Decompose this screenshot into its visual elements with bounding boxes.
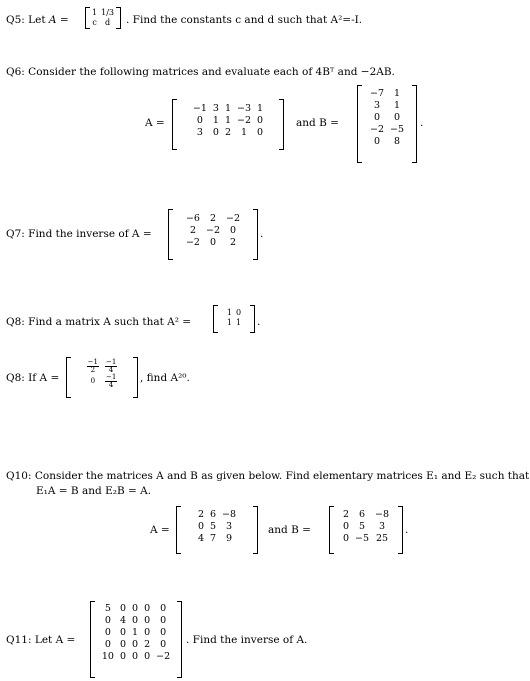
matrix-row bbox=[183, 225, 243, 237]
matrix-cell: 1 bbox=[92, 8, 98, 17]
matrix-row bbox=[225, 318, 243, 328]
matrix-cell: 0 bbox=[342, 533, 349, 544]
matrix-cell: 0 bbox=[229, 225, 237, 236]
matrix-cell: 0 bbox=[342, 521, 349, 532]
matrix-cell: −6 bbox=[185, 213, 200, 224]
matrix-cell: 1 bbox=[132, 627, 139, 638]
matrix-cell: 1 bbox=[393, 88, 401, 99]
matrix-cell: 9 bbox=[226, 533, 233, 544]
matrix-row bbox=[367, 100, 407, 112]
matrix-cell: 6 bbox=[358, 509, 366, 520]
q9-text: Q8: If A = bbox=[6, 372, 60, 384]
q10-matrix-b bbox=[329, 507, 403, 553]
matrix-cell: d bbox=[104, 18, 111, 27]
matrix-row bbox=[190, 103, 266, 115]
matrix-cell: 0 bbox=[104, 639, 111, 650]
matrix-row bbox=[90, 18, 116, 28]
q6-end: . bbox=[420, 117, 424, 129]
matrix-row bbox=[99, 639, 173, 651]
matrix-row bbox=[99, 615, 173, 627]
q5-text: . Find the constants c and d such that A²=-I. bbox=[126, 14, 363, 26]
q6-b-label: and B = bbox=[296, 117, 339, 129]
q11-tail: . Find the inverse of A. bbox=[186, 634, 308, 646]
q7-text: Q7: Find the inverse of A = bbox=[6, 228, 152, 240]
matrix-cell: −5 bbox=[390, 124, 405, 135]
q11-text: Q11: Let A = bbox=[6, 634, 76, 646]
matrix-row bbox=[190, 127, 266, 139]
matrix-cell: 0 bbox=[373, 112, 381, 123]
q10-a-label: A = bbox=[150, 524, 170, 536]
matrix-cell: 0 bbox=[212, 127, 219, 138]
matrix-cell: 3 bbox=[212, 103, 219, 114]
matrix-row bbox=[183, 213, 243, 225]
matrix-cell: 8 bbox=[393, 136, 401, 147]
matrix-cell: 0 bbox=[257, 127, 264, 138]
matrix-cell: 1 bbox=[212, 115, 219, 126]
matrix-cell: −2 bbox=[185, 237, 200, 248]
matrix-cell: 0 bbox=[160, 603, 167, 614]
matrix-cell: 1 bbox=[236, 318, 242, 327]
matrix-cell: 2 bbox=[209, 213, 217, 224]
matrix-row bbox=[195, 509, 239, 521]
matrix-cell: 7 bbox=[209, 533, 217, 544]
q8-end: . bbox=[257, 316, 261, 328]
matrix-cell: −7 bbox=[369, 88, 384, 99]
matrix-cell: 0 bbox=[373, 136, 381, 147]
matrix-cell: 1 bbox=[241, 127, 248, 138]
matrix-cell: 4 bbox=[197, 533, 204, 544]
matrix-cell: −8 bbox=[222, 509, 237, 520]
matrix-cell: 0 bbox=[393, 112, 401, 123]
matrix-cell: −5 bbox=[355, 533, 370, 544]
matrix-row bbox=[367, 136, 407, 148]
matrix-cell: 0 bbox=[209, 237, 217, 248]
q10-line1: Q10: Consider the matrices A and B as given below. Find elementary matrices E₁ and E₂ such that bbox=[6, 470, 530, 482]
matrix-row bbox=[225, 308, 243, 318]
matrix-cell: 1 bbox=[224, 103, 232, 114]
matrix-cell: −1 bbox=[192, 103, 207, 114]
matrix-cell: 3 bbox=[196, 127, 203, 138]
matrix-cell: −2 bbox=[369, 124, 384, 135]
matrix-cell: 0 bbox=[144, 603, 151, 614]
matrix-cell: −2 bbox=[237, 115, 252, 126]
matrix-cell: 1 bbox=[226, 318, 232, 327]
matrix-cell: −2 bbox=[226, 213, 241, 224]
matrix-cell: 1 bbox=[224, 115, 232, 126]
matrix-cell: 0 bbox=[144, 615, 151, 626]
matrix-cell: 0 bbox=[236, 308, 242, 317]
matrix-cell: −3 bbox=[237, 103, 252, 114]
matrix-cell: 2 bbox=[224, 127, 232, 138]
q11-matrix bbox=[90, 602, 182, 677]
matrix-cell: 5 bbox=[358, 521, 366, 532]
matrix-cell: c bbox=[92, 18, 97, 27]
matrix-cell: 0 bbox=[144, 651, 151, 662]
q10-line2: E₁A = B and E₂B = A. bbox=[36, 485, 152, 497]
q10-b-label: and B = bbox=[268, 524, 311, 536]
matrix-row bbox=[367, 112, 407, 124]
matrix-row bbox=[90, 8, 116, 18]
matrix-cell: 2 bbox=[229, 237, 237, 248]
matrix-cell: 0 bbox=[257, 115, 264, 126]
matrix-cell: −8 bbox=[375, 509, 390, 520]
matrix-row bbox=[367, 124, 407, 136]
q6-text: Q6: Consider the following matrices and evaluate each of 4Bᵀ and −2AB. bbox=[6, 66, 395, 78]
matrix-row bbox=[99, 627, 173, 639]
matrix-cell: 0 bbox=[104, 627, 111, 638]
matrix-cell: 0 bbox=[160, 627, 167, 638]
q6-a-label: A = bbox=[145, 117, 165, 129]
matrix-cell: 1 bbox=[393, 100, 401, 111]
q10-matrix-a bbox=[176, 507, 258, 553]
matrix-row bbox=[367, 88, 407, 100]
matrix-cell: −2 bbox=[205, 225, 220, 236]
matrix-cell: 0 bbox=[197, 521, 204, 532]
matrix-cell: $\frac{-1}{4}$ bbox=[106, 358, 117, 374]
matrix-cell: 2 bbox=[189, 225, 196, 236]
q7-matrix bbox=[168, 210, 258, 259]
matrix-cell: 2 bbox=[197, 509, 204, 520]
matrix-cell: 1 bbox=[257, 103, 264, 114]
q8-matrix bbox=[213, 306, 255, 332]
matrix-cell: 0 bbox=[132, 651, 139, 662]
matrix-cell: 0 bbox=[144, 627, 151, 638]
matrix-cell: 3 bbox=[226, 521, 233, 532]
matrix-cell: 0 bbox=[132, 615, 139, 626]
matrix-cell: 5 bbox=[209, 521, 217, 532]
matrix-cell: 2 bbox=[342, 509, 349, 520]
matrix-row bbox=[99, 603, 173, 615]
matrix-row bbox=[84, 359, 121, 374]
q7-end: . bbox=[260, 228, 264, 240]
matrix-cell: 2 bbox=[144, 639, 151, 650]
matrix-cell: 1 bbox=[226, 308, 232, 317]
matrix-cell: 0 bbox=[160, 639, 167, 650]
matrix-cell: 0 bbox=[132, 603, 139, 614]
matrix-cell: $\frac{-1}{4}$ bbox=[106, 373, 117, 389]
matrix-row bbox=[340, 533, 392, 545]
matrix-row bbox=[340, 521, 392, 533]
matrix-cell: 10 bbox=[101, 651, 114, 662]
matrix-cell: $\frac{-1}{2}$ bbox=[87, 358, 98, 374]
matrix-cell: 0 bbox=[160, 615, 167, 626]
q8-text: Q8: Find a matrix A such that A² = bbox=[6, 316, 192, 328]
matrix-row bbox=[195, 521, 239, 533]
matrix-row bbox=[195, 533, 239, 545]
matrix-cell: 0 bbox=[119, 639, 127, 650]
q6-matrix-b bbox=[357, 86, 417, 162]
q9-matrix bbox=[66, 358, 138, 397]
matrix-cell: 0 bbox=[119, 651, 127, 662]
matrix-row bbox=[340, 509, 392, 521]
matrix-cell: 4 bbox=[119, 615, 127, 626]
matrix-cell: 0 bbox=[104, 615, 111, 626]
matrix-cell: 1/3 bbox=[101, 8, 114, 17]
matrix-cell: 5 bbox=[104, 603, 111, 614]
q5-matrix bbox=[85, 8, 121, 28]
matrix-cell: 0 bbox=[119, 603, 127, 614]
matrix-cell: 6 bbox=[209, 509, 217, 520]
matrix-row bbox=[99, 651, 173, 663]
matrix-cell: −2 bbox=[156, 651, 171, 662]
matrix-cell: 0 bbox=[90, 376, 96, 385]
matrix-cell: 0 bbox=[196, 115, 203, 126]
matrix-cell: 25 bbox=[375, 533, 389, 544]
matrix-row bbox=[183, 237, 243, 249]
q9-tail: , find A²⁰. bbox=[140, 372, 190, 384]
q5-label: Q5: Let A = bbox=[6, 14, 69, 26]
q6-matrix-a bbox=[172, 100, 284, 149]
matrix-cell: 0 bbox=[119, 627, 127, 638]
q10-end: . bbox=[405, 524, 409, 536]
matrix-cell: 0 bbox=[132, 639, 139, 650]
matrix-cell: 3 bbox=[373, 100, 381, 111]
matrix-row bbox=[190, 115, 266, 127]
matrix-row bbox=[84, 374, 121, 389]
matrix-cell: 3 bbox=[379, 521, 386, 532]
